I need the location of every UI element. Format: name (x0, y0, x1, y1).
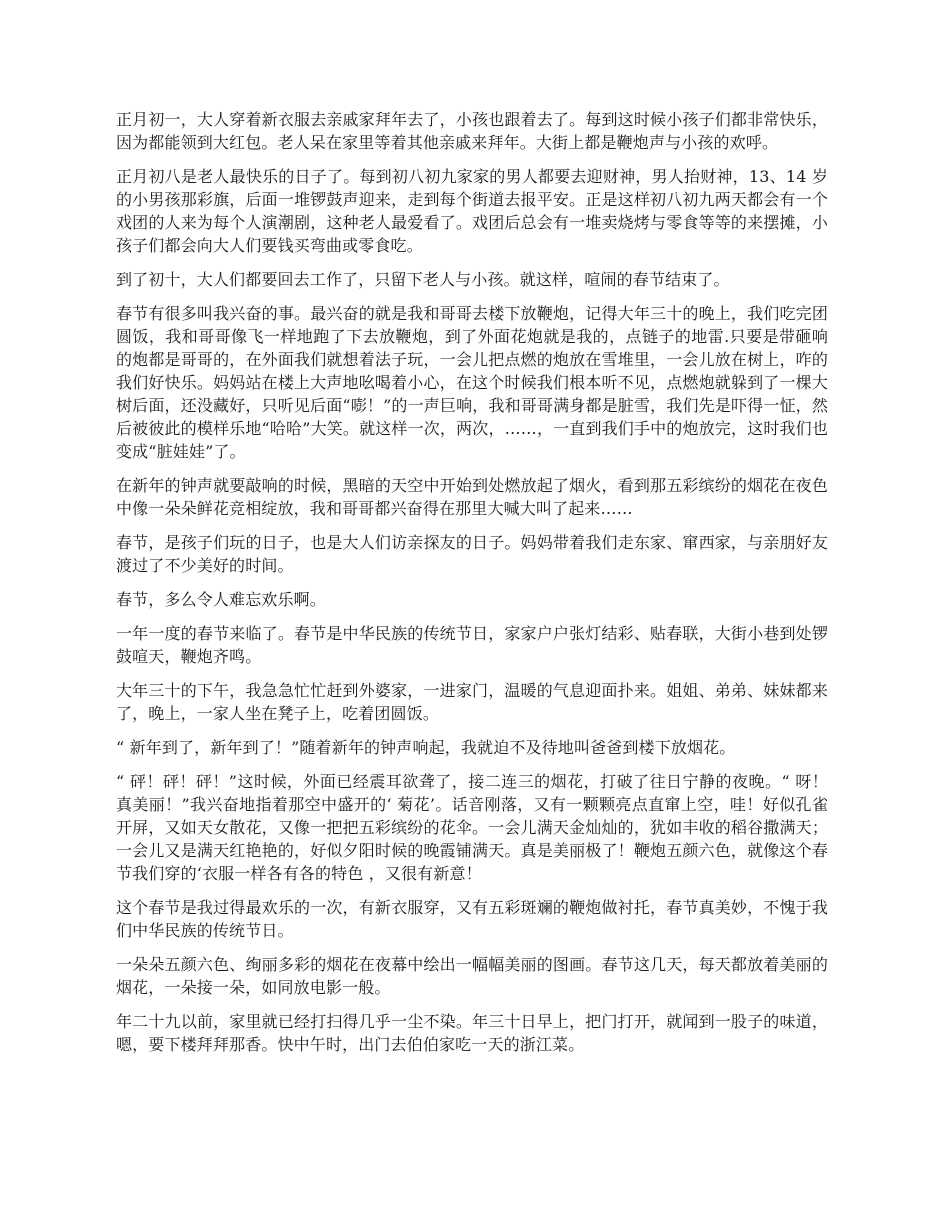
paragraph: 大年三十的下午，我急急忙忙赶到外婆家，一进家门，温暖的气息迎面扑来。姐姐、弟弟、妹妹都来了，晚上，一家人坐在凳子上，吃着团圆饭。 (116, 681, 828, 723)
paragraph: 春节有很多叫我兴奋的事。最兴奋的就是我和哥哥去楼下放鞭炮，记得大年三十的晚上，我们吃完团圆饭，我和哥哥像飞一样地跑了下去放鞭炮，到了外面花炮就是我的，点链子的地雷.只要是带砸响的炮都是哥哥的，在外面我们就想着法子玩，一会儿把点燃的炮放在雪堆里，一会儿放在树上，咋的我们好快乐。妈妈站在楼上大声地吆喝着小心，在这个时候我们根本听不见，点燃炮就躲到了一棵大树后面，还没藏好，只听见后面“嘭！”的一声巨响，我和哥哥满身都是脏雪，我们先是吓得一怔，然后被彼此的模样乐地“哈哈”大笑。就这样一次，两次，……，一直到我们手中的炮放完，这时我们也变成“脏娃娃”了。 (116, 304, 828, 461)
paragraph: “ 砰！砰！砰！”这时候，外面已经震耳欲聋了，接二连三的烟花，打破了往日宁静的夜晚。“ 呀！真美丽！”我兴奋地指着那空中盛开的‘ 菊花’。话音刚落，又有一颗颗亮点直窜上空，哇！好似孔雀开屏，又如天女散花，又像一把把五彩缤纷的花伞。一会儿满天金灿灿的，犹如丰收的稻谷撒满天；一会儿又是满天红艳艳的，好似夕阳时候的晚霞铺满天。真是美丽极了！鞭炮五颜六色，就像这个春节我们穿的‘衣服一样各有各的特色 ，又很有新意！ (116, 772, 828, 883)
paragraph: “ 新年到了，新年到了！”随着新年的钟声响起，我就迫不及待地叫爸爸到楼下放烟花。 (116, 738, 736, 757)
paragraph: 一朵朵五颜六色、绚丽多彩的烟花在夜幕中绘出一幅幅美丽的图画。春节这几天，每天都放着美丽的烟花，一朵接一朵，如同放电影一般。 (116, 955, 828, 997)
paragraph: 正月初八是老人最快乐的日子了。每到初八初九家家的男人都要去迎财神，男人抬财神，13、14 岁的小男孩那彩旗，后面一堆锣鼓声迎来，走到每个街道去报平安。正是这样初八初九两天都会有一个戏团的人来为每个人演潮剧，这种老人最爱看了。戏团后总会有一堆卖烧烤与零食等等的来摆摊，小孩子们都会向大人们要钱买弯曲或零食吃。 (116, 167, 828, 255)
paragraph: 一年一度的春节来临了。春节是中华民族的传统节日，家家户户张灯结彩、贴春联，大街小巷到处锣鼓喧天，鞭炮齐鸣。 (116, 624, 828, 666)
paragraph: 到了初十，大人们都要回去工作了，只留下老人与小孩。就这样，喧闹的春节结束了。 (116, 270, 730, 289)
paragraph: 春节，多么令人难忘欢乐啊。 (116, 590, 326, 609)
paragraph: 在新年的钟声就要敲响的时候，黑暗的天空中开始到处燃放起了烟火，看到那五彩缤纷的烟花在夜色中像一朵朵鲜花竞相绽放，我和哥哥都兴奋得在那里大喊大叫了起来…… (116, 476, 828, 518)
paragraph: 正月初一，大人穿着新衣服去亲戚家拜年去了，小孩也跟着去了。每到这时候小孩子们都非常快乐，因为都能领到大红包。老人呆在家里等着其他亲戚来拜年。大街上都是鞭炮声与小孩的欢呼。 (116, 110, 828, 152)
paragraph: 春节，是孩子们玩的日子，也是大人们访亲探友的日子。妈妈带着我们走东家、窜西家，与亲朋好友渡过了不少美好的时间。 (116, 533, 828, 575)
paragraph: 这个春节是我过得最欢乐的一次，有新衣服穿，又有五彩斑斓的鞭炮做衬托，春节真美妙，不愧于我们中华民族的传统节日。 (116, 898, 828, 940)
paragraph: 年二十九以前，家里就已经打扫得几乎一尘不染。年三十日早上，把门打开，就闻到一股子的味道，嗯，要下楼拜拜那香。快中午时，出门去伯伯家吃一天的浙江菜。 (116, 1012, 828, 1054)
document-body (116, 108, 828, 1067)
